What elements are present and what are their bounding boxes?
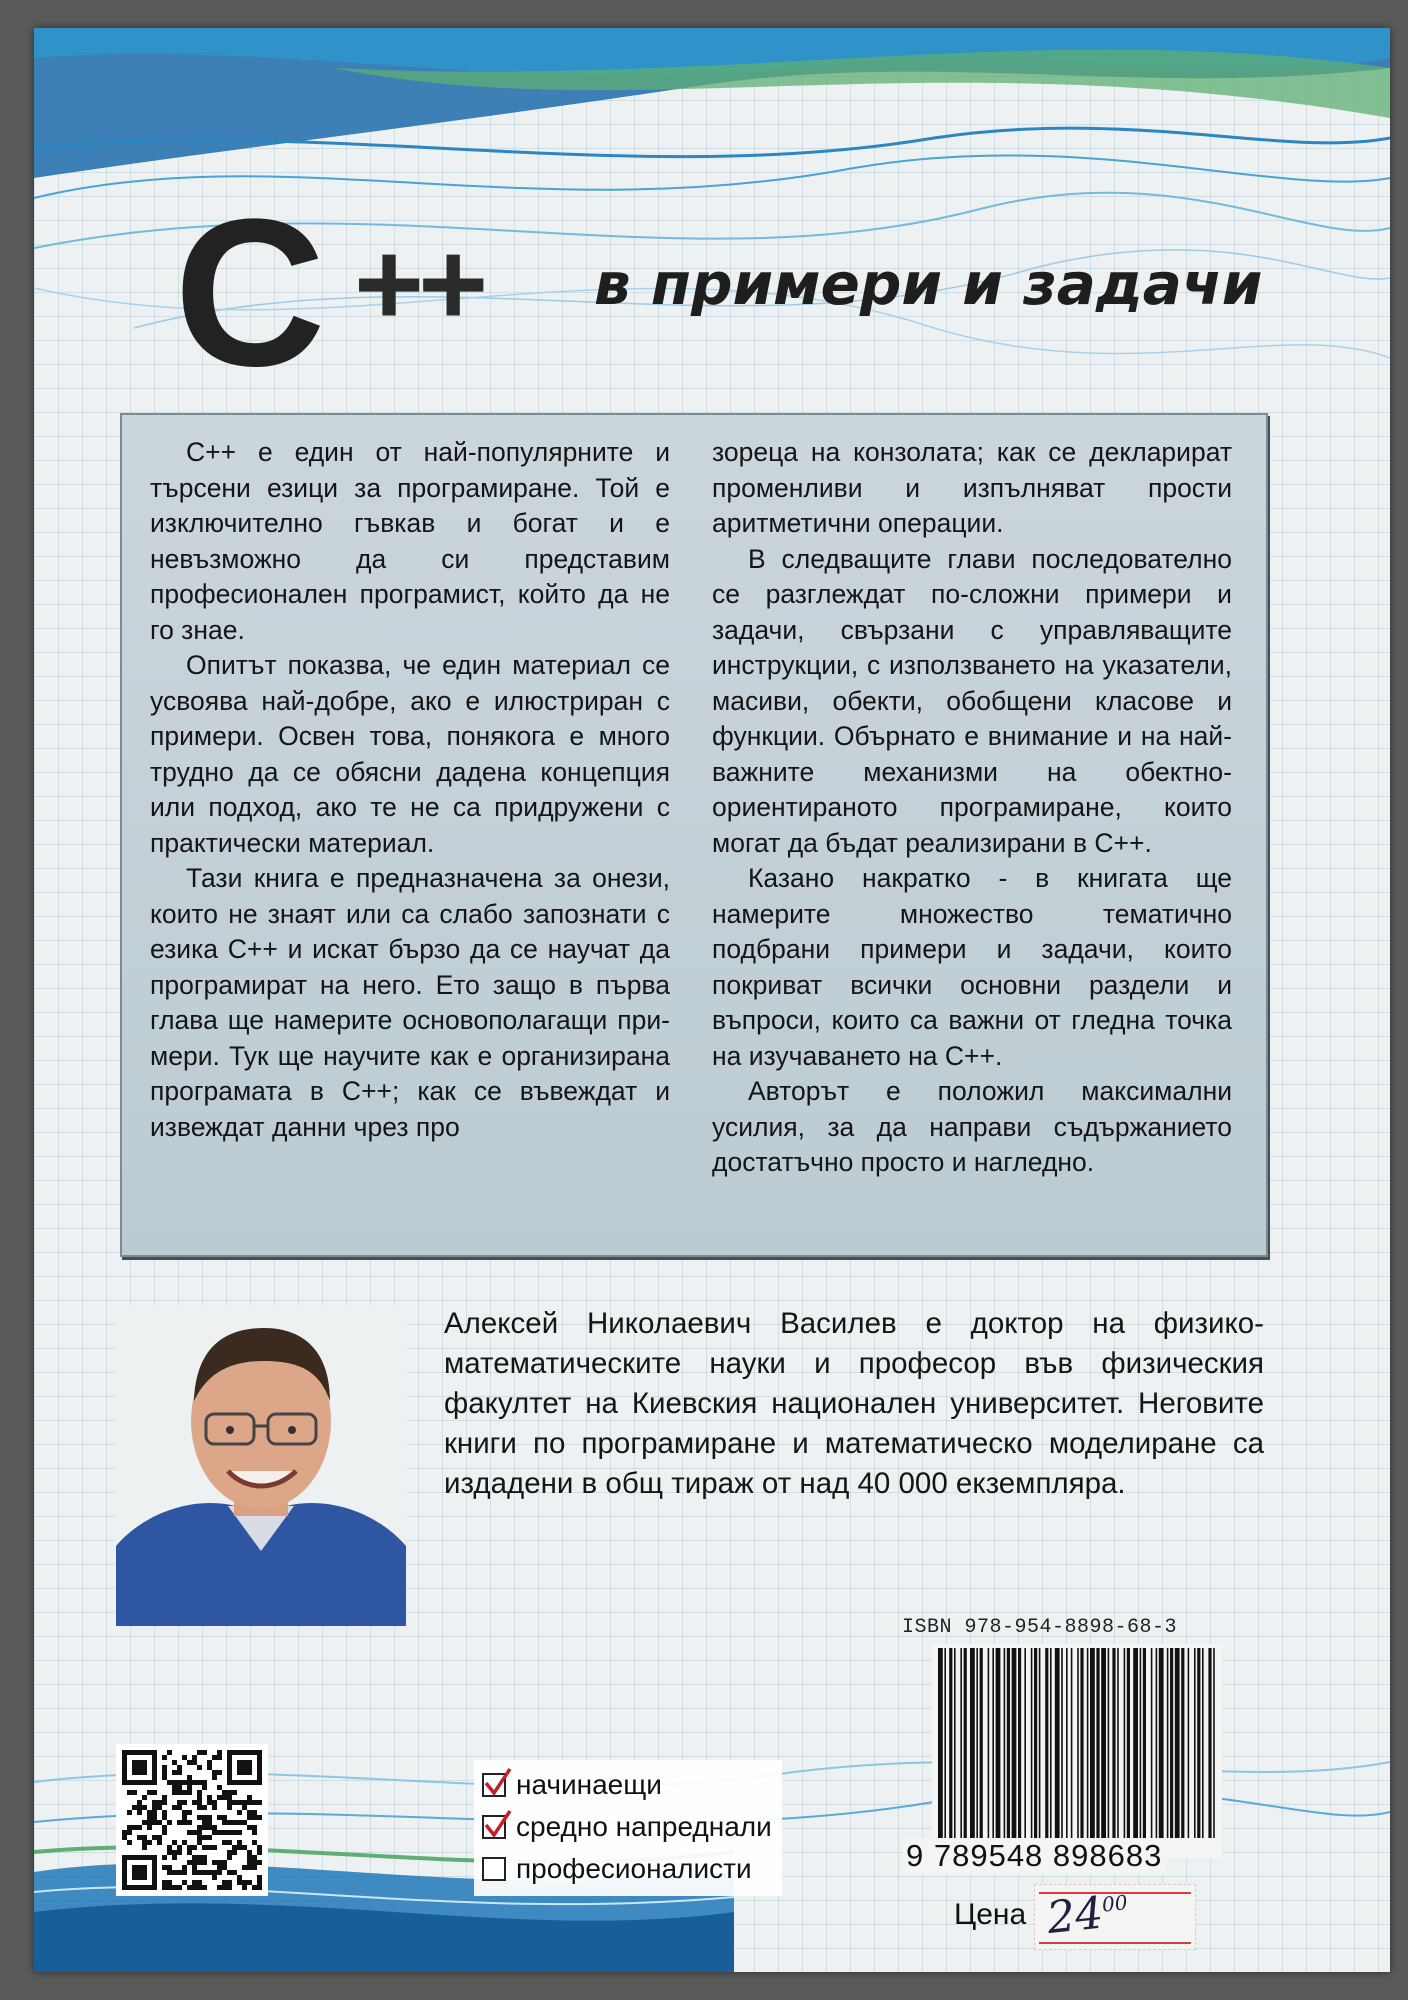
description-paragraph: С++ е един от най-популярните и търсени езици за програмиране. Той е изключително гъвкав и богат и е невъзможно да си представим професионален програмист, който да не го знае.	[150, 437, 670, 645]
level-item-professionals	[482, 1848, 772, 1890]
barcode	[932, 1644, 1222, 1858]
checkbox-checked-icon	[482, 1773, 506, 1797]
price-value	[1045, 1885, 1131, 1944]
title-plus-plus: ++	[354, 217, 483, 351]
author-bio: Алексей Николаевич Василев е доктор на физико-математическите науки и професор във физическия факултет на Киевския национален университет. Неговите книги по програмиране и математическо моделиране са издадени в общ тираж от над 40 000 екземпляра.	[444, 1307, 1264, 1500]
level-label: начинаещи	[516, 1769, 662, 1800]
author-photo	[116, 1306, 406, 1626]
description-paragraph: зореца на конзолата; как се декларират променливи и изпълняват прости аритметични операции.	[712, 437, 1232, 538]
price-cents: 00	[1100, 1890, 1129, 1917]
checkbox-checked-icon	[482, 1815, 506, 1839]
difficulty-levels	[474, 1760, 782, 1896]
book-back-cover	[34, 28, 1390, 1972]
description-paragraph: Казано накратко - в книгата ще намерите множество тематично подбрани примери и задачи, които покриват всички основни раздели и въпроси, които са важни от гледна точка на изучаването на С++.	[712, 863, 1232, 1071]
description-column-right	[712, 435, 1232, 1181]
book-subtitle: в примери и задачи	[594, 250, 1263, 318]
description-paragraph: Тази книга е предназначена за онези, които не знаят или са слабо запознати с езика С++ и искат бързо да се научат да програмират на него. Ето защо в първа глава ще намерите основополагащи примери. Тук ще научите как е организирана програмата в С++; как се въвеждат и извеждат данни чрез про	[150, 863, 670, 1142]
description-column-left	[150, 435, 670, 1145]
qr-code	[116, 1744, 268, 1896]
price-label: Цена	[954, 1898, 1027, 1931]
price-sticker	[1034, 1884, 1196, 1950]
description-paragraph: Опитът показва, че един материал се усвоява най-добре, ако е илюстриран с примери. Освен това, понякога е много трудно да се обясни дадена концепция или подход, ако те не са придружени с практически материал.	[150, 650, 670, 858]
title-letter-c: C	[174, 175, 322, 410]
barcode-digits: 9 789548 898683	[902, 1838, 1166, 1874]
description-paragraph: Авторът е положил максимални усилия, за да направи съдържанието достатъчно просто и нагледно.	[712, 1076, 1232, 1177]
checkbox-empty-icon	[482, 1857, 506, 1881]
price-amount: 24	[1044, 1887, 1106, 1945]
level-label: професионалисти	[516, 1853, 752, 1884]
isbn-number: ISBN 978-954-8898-68-3	[902, 1616, 1178, 1639]
level-item-intermediate	[482, 1806, 772, 1848]
description-box	[120, 413, 1268, 1257]
level-item-beginners	[482, 1764, 772, 1806]
description-paragraph: В следващите глави последователно се разглеждат по-сложни примери и задачи, свързани с управляващите инструкции, с използването на указатели, масиви, обекти, обобщени класове и функции. Обърнато е внимание и на най-важните механизми на обектно-ориентираното програмиране, които могат да бъдат реализирани в С++.	[712, 543, 1232, 858]
level-label: средно напреднали	[516, 1811, 772, 1842]
